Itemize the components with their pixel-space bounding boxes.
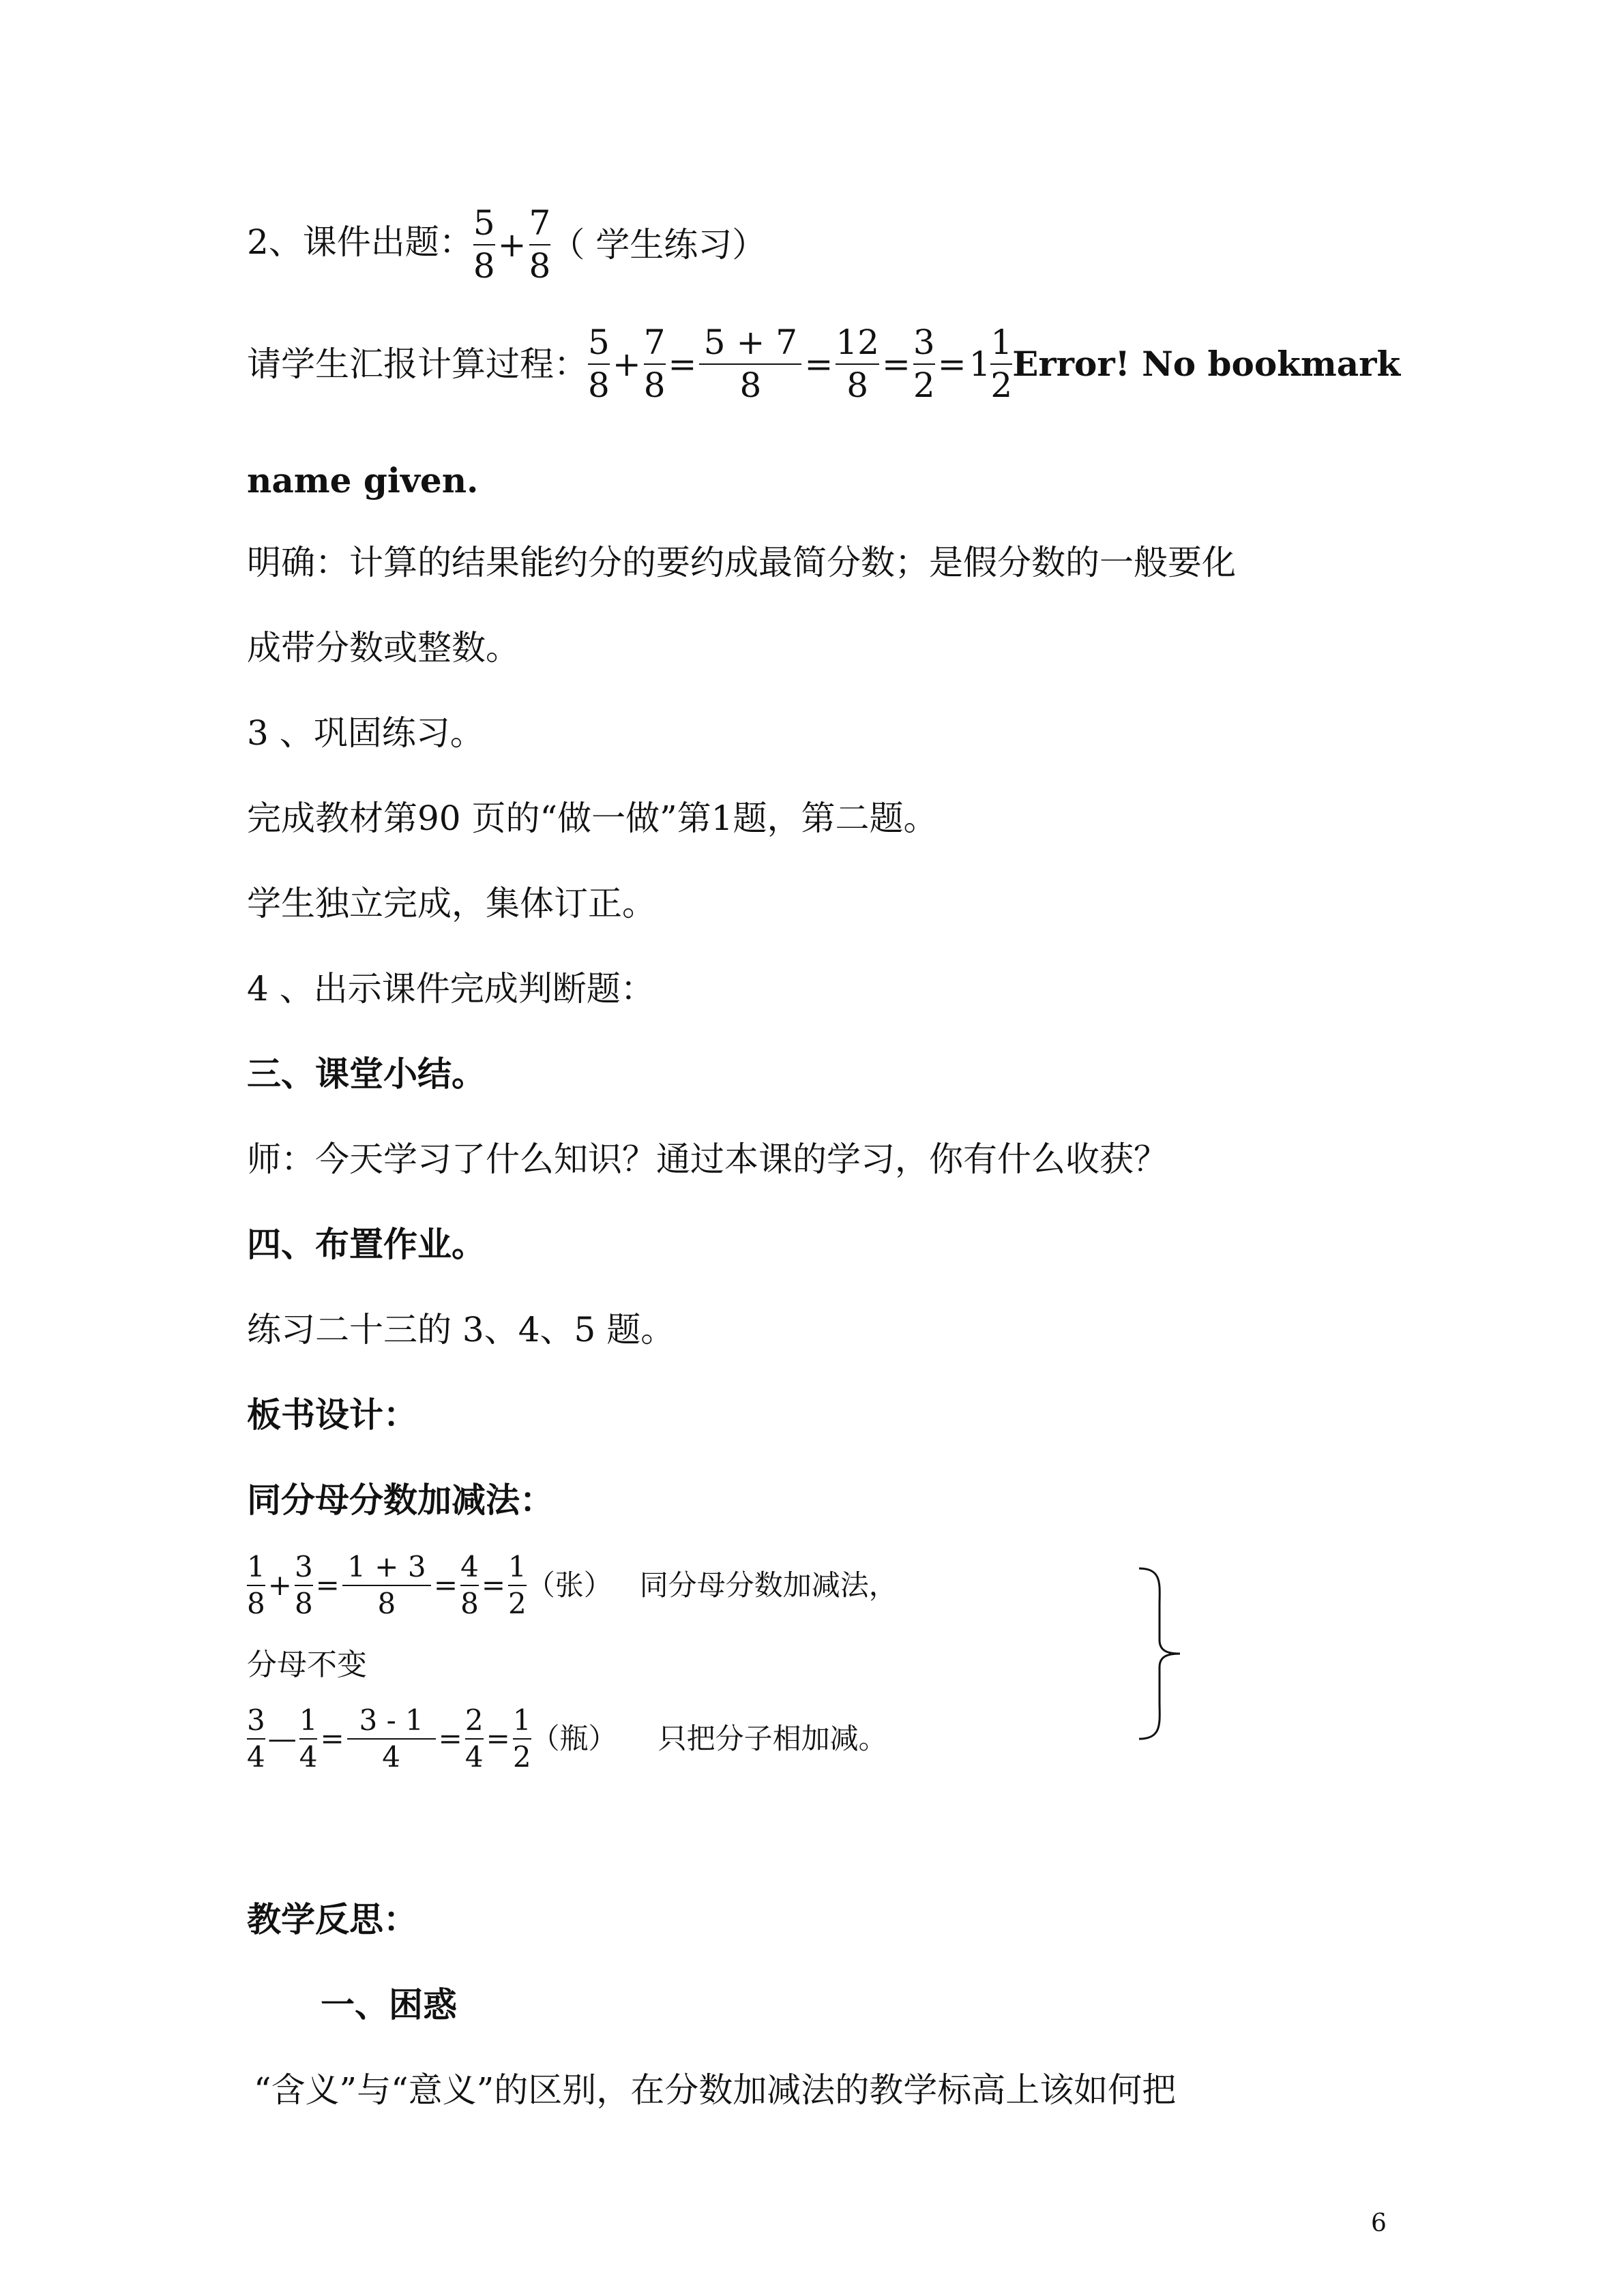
equals-sign: =: [433, 1568, 458, 1602]
page-number: 6: [1371, 2209, 1387, 2237]
fraction: $\frac{1}{8}$: [247, 1550, 265, 1621]
paragraph: “含义”与“意义”的区别，在分数加减法的教学标高上该如何把: [254, 2070, 1177, 2110]
paragraph: 4 、出示课件完成判断题：: [247, 969, 655, 1009]
calculation-prefix: 请学生汇报计算过程：: [247, 344, 588, 384]
fraction: $\frac{12}{8}$: [836, 323, 879, 405]
calculation-line: [247, 324, 1400, 404]
board-addition-line: [247, 1551, 898, 1620]
section-heading: 板书设计：: [247, 1395, 417, 1435]
whole-number: 1: [969, 344, 991, 384]
subsection-heading: 一、困惑: [321, 1984, 457, 2025]
fraction: $\frac{1}{2}$: [508, 1550, 527, 1621]
section-heading: 同分母分数加减法：: [247, 1480, 554, 1520]
equals-sign: =: [320, 1722, 344, 1756]
section-heading: 教学反思：: [247, 1899, 417, 1939]
paragraph: 完成教材第90 页的“做一做”第1题，第二题。: [247, 799, 938, 838]
fraction: $\frac{1 + 3}{8}$: [342, 1551, 431, 1620]
fraction: $\frac{4}{8}$: [460, 1550, 479, 1621]
fraction: $\frac{5}{8}$: [588, 323, 610, 405]
fraction: $\frac{1}{2}$: [990, 323, 1013, 405]
equals-sign: =: [315, 1568, 340, 1602]
plus-sign: +: [612, 344, 641, 384]
equals-sign: =: [881, 344, 911, 384]
board-note: 分母不变: [247, 1648, 367, 1682]
fraction: $\frac{3 - 1}{4}$: [347, 1705, 436, 1773]
board-note: 同分母分数加减法，: [639, 1568, 898, 1602]
equals-sign: =: [486, 1722, 510, 1756]
equals-sign: =: [668, 344, 697, 384]
equals-sign: =: [438, 1722, 462, 1756]
section-heading: 三、课堂小结。: [247, 1054, 486, 1094]
fraction: $\frac{2}{4}$: [464, 1703, 484, 1774]
exercise-prefix: 2、课件出题：: [247, 222, 473, 262]
paragraph: 3 、巩固练习。: [247, 713, 484, 753]
fraction: $\frac{5}{8}$: [473, 203, 495, 286]
error-continuation: name given.: [247, 460, 479, 501]
fraction: $\frac{1}{4}$: [299, 1703, 318, 1774]
equals-sign: =: [804, 344, 833, 384]
equals-sign: =: [937, 344, 966, 384]
right-brace-icon: [1132, 1565, 1187, 1742]
fraction: $\frac{5 + 7}{8}$: [699, 324, 801, 404]
paragraph: 明确：计算的结果能约分的要约成最简分数；是假分数的一般要化: [247, 543, 1236, 582]
board-subtraction-line: [247, 1705, 887, 1773]
exercise-line: [247, 205, 766, 285]
fraction: $\frac{1}{2}$: [512, 1703, 531, 1774]
exercise-suffix: （ 学生练习）: [550, 225, 767, 265]
paragraph: 成带分数或整数。: [247, 628, 520, 668]
fraction: $\frac{7}{8}$: [643, 323, 666, 405]
paragraph: 学生独立完成，集体订正。: [247, 884, 656, 923]
plus-sign: +: [267, 1568, 292, 1602]
minus-sign: —: [267, 1722, 297, 1756]
fraction: $\frac{3}{4}$: [247, 1703, 265, 1774]
fraction: $\frac{7}{8}$: [529, 203, 551, 286]
equals-sign: =: [481, 1568, 506, 1602]
paragraph: 师：今天学习了什么知识？通过本课的学习，你有什么收获？: [247, 1139, 1168, 1179]
fraction: $\frac{3}{8}$: [294, 1550, 313, 1621]
unit-label: （张）: [526, 1568, 612, 1602]
error-text: Error! No bookmark: [1012, 344, 1401, 384]
section-heading: 四、布置作业。: [247, 1224, 486, 1264]
board-note: 只把分子相加减。: [658, 1722, 887, 1756]
plus-sign: +: [497, 225, 527, 265]
unit-label: （瓶）: [531, 1722, 617, 1756]
paragraph: 练习二十三的 3、4、5 题。: [247, 1310, 675, 1350]
fraction: $\frac{3}{2}$: [913, 323, 935, 405]
